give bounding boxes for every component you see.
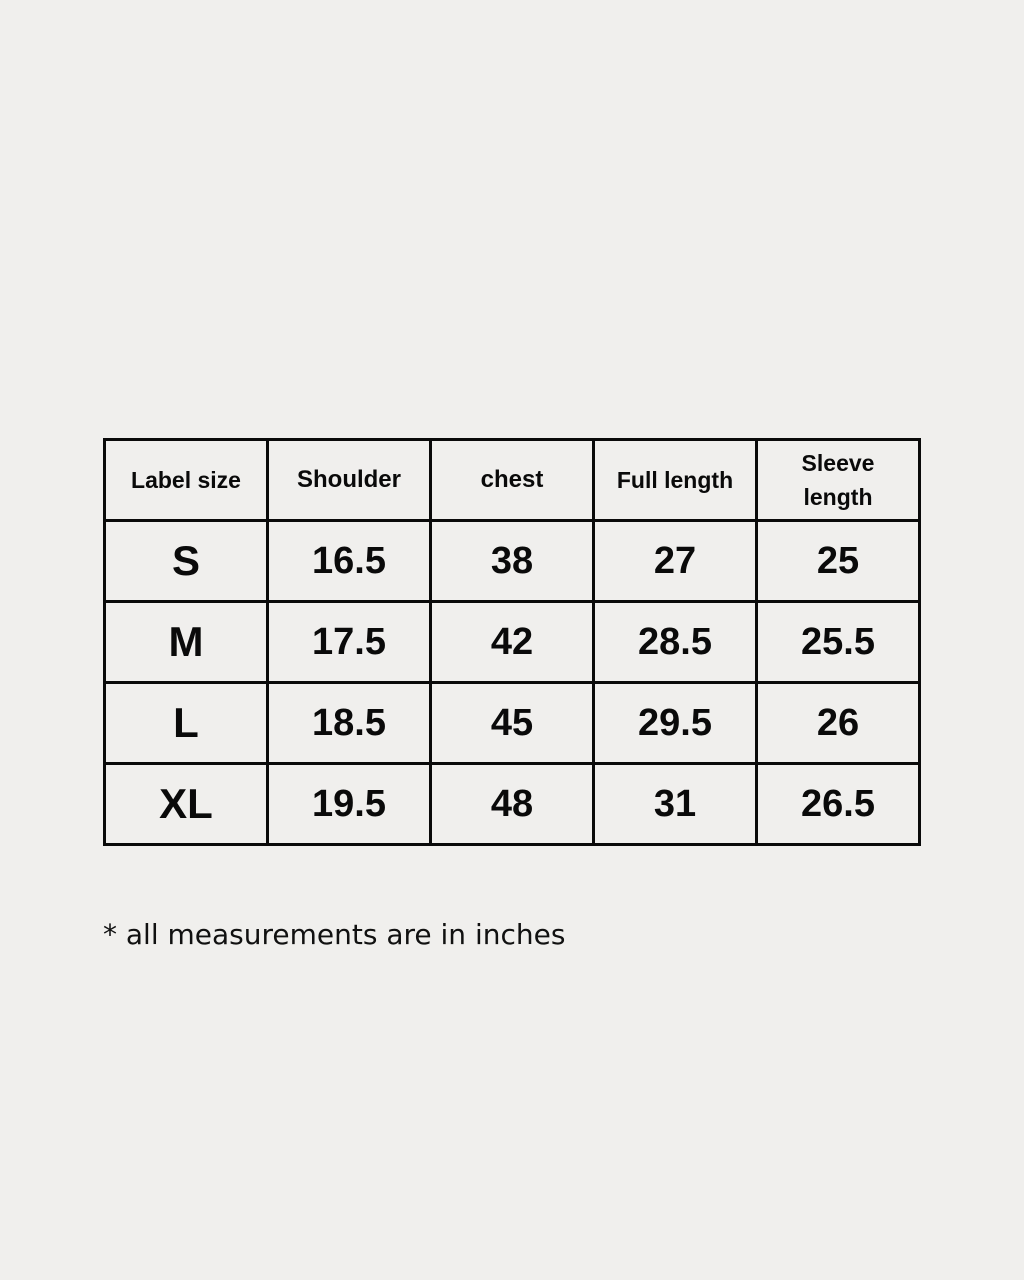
size-chart-table: [103, 438, 921, 846]
shoulder-cell: 17.5: [268, 602, 431, 683]
size-cell: M: [105, 602, 268, 683]
chest-cell: 42: [431, 602, 594, 683]
header-shoulder: Shoulder: [268, 440, 431, 521]
table-row: [105, 764, 920, 845]
chest-cell: 48: [431, 764, 594, 845]
table-row: [105, 521, 920, 602]
header-sleeve-line2: length: [803, 484, 873, 510]
header-chest: chest: [431, 440, 594, 521]
sleeve-length-cell: 26.5: [757, 764, 920, 845]
header-sleeve-length: [757, 440, 920, 521]
measurement-note: * all measurements are in inches: [103, 918, 566, 951]
size-cell: L: [105, 683, 268, 764]
table-row: [105, 683, 920, 764]
full-length-cell: 28.5: [594, 602, 757, 683]
size-cell: XL: [105, 764, 268, 845]
header-full-length: Full length: [594, 440, 757, 521]
sleeve-length-cell: 25.5: [757, 602, 920, 683]
chest-cell: 45: [431, 683, 594, 764]
size-cell: S: [105, 521, 268, 602]
header-label-size: Label size: [105, 440, 268, 521]
shoulder-cell: 19.5: [268, 764, 431, 845]
shoulder-cell: 16.5: [268, 521, 431, 602]
header-sleeve-line1: Sleeve: [801, 450, 875, 476]
table-header-row: [105, 440, 920, 521]
sleeve-length-cell: 26: [757, 683, 920, 764]
table-row: [105, 602, 920, 683]
shoulder-cell: 18.5: [268, 683, 431, 764]
full-length-cell: 27: [594, 521, 757, 602]
sleeve-length-cell: 25: [757, 521, 920, 602]
chest-cell: 38: [431, 521, 594, 602]
full-length-cell: 31: [594, 764, 757, 845]
full-length-cell: 29.5: [594, 683, 757, 764]
